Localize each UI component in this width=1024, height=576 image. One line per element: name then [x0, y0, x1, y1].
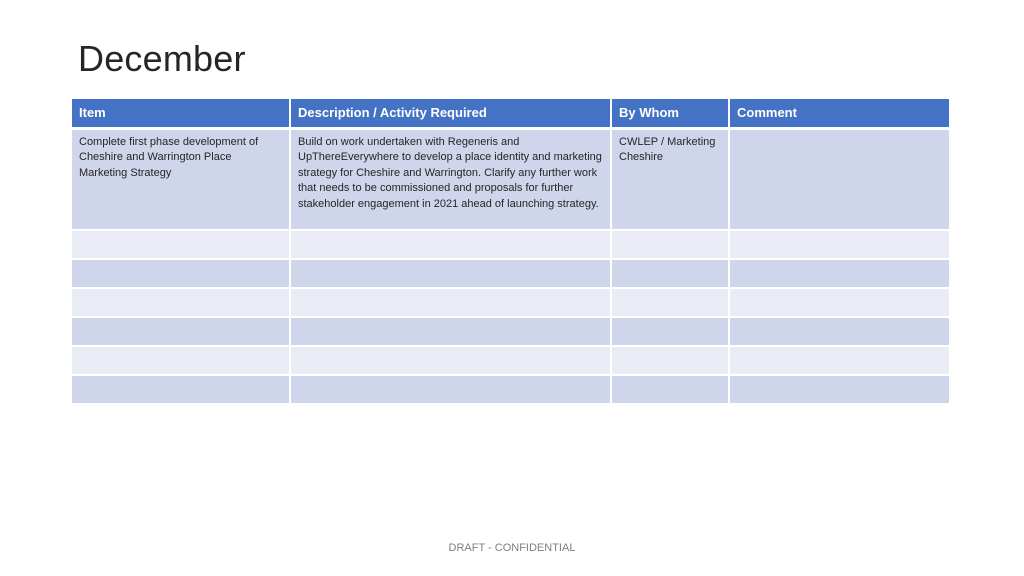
footer-confidential-label: DRAFT - CONFIDENTIAL — [448, 542, 576, 554]
cell-item — [71, 288, 290, 317]
cell-by-whom: CWLEP / Marketing Cheshire — [611, 129, 729, 231]
cell-item — [71, 346, 290, 375]
cell-item — [71, 317, 290, 346]
header-comment: Comment — [729, 98, 950, 129]
cell-by-whom — [611, 346, 729, 375]
cell-comment — [729, 259, 950, 288]
cell-by-whom — [611, 317, 729, 346]
cell-comment — [729, 375, 950, 404]
cell-by-whom — [611, 375, 729, 404]
cell-comment — [729, 346, 950, 375]
cell-by-whom — [611, 259, 729, 288]
cell-description — [290, 230, 611, 259]
cell-comment — [729, 317, 950, 346]
cell-description — [290, 259, 611, 288]
table-row — [71, 346, 950, 375]
table-header-row — [71, 98, 950, 129]
cell-description — [290, 288, 611, 317]
cell-item: Complete first phase development of Cheshire and Warrington Place Marketing Strategy — [71, 129, 290, 231]
cell-description — [290, 346, 611, 375]
table-row — [71, 230, 950, 259]
table-row — [71, 288, 950, 317]
cell-comment — [729, 230, 950, 259]
cell-by-whom — [611, 288, 729, 317]
cell-description: Build on work undertaken with Regeneris and UpThereEverywhere to develop a place identity and marketing strategy for Cheshire and Warrington. Clarify any further work that needs to be commissioned and proposals for further stakeholder engagement in 2021 ahead of launching strategy. — [290, 129, 611, 231]
header-description: Description / Activity Required — [290, 98, 611, 129]
table-row — [71, 259, 950, 288]
cell-description — [290, 375, 611, 404]
cell-item — [71, 230, 290, 259]
cell-item — [71, 259, 290, 288]
header-by-whom: By Whom — [611, 98, 729, 129]
header-item: Item — [71, 98, 290, 129]
cell-by-whom — [611, 230, 729, 259]
cell-item — [71, 375, 290, 404]
cell-description — [290, 317, 611, 346]
table-row — [71, 129, 950, 231]
cell-comment — [729, 129, 950, 231]
cell-comment — [729, 288, 950, 317]
table-row — [71, 317, 950, 346]
activity-table — [70, 97, 951, 405]
slide-title: December — [78, 38, 246, 79]
table-row — [71, 375, 950, 404]
